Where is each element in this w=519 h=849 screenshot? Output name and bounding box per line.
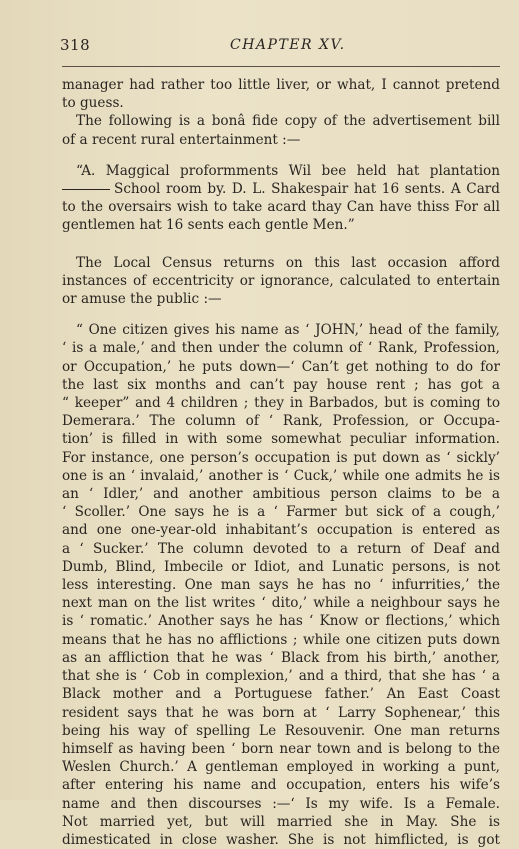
text-line: or amuse the public :— (62, 291, 222, 308)
text-line: being his way of spelling Le Resouvenir. One man returns (62, 722, 500, 739)
text-line: manager had rather too little liver, or what, I cannot pretend (62, 77, 500, 93)
text-line: Black mother and a Portuguese father.’ An East Coast (62, 686, 500, 703)
page-number: 318 (60, 36, 91, 54)
text-line: ‘ Scoller.’ One says he is a ‘ Farmer but sick of a cough,’ (62, 504, 500, 521)
text-line: The Local Census returns on this last occasion afford (76, 254, 500, 271)
text-line: “ keeper” and 4 children ; they in Barbados, but is coming to (62, 395, 500, 412)
text-line: resident says that he was born at ‘ Larry Sophenear,’ this (62, 704, 500, 721)
text-line: Weslen Church.’ A gentleman employed in working a punt, (62, 759, 500, 776)
chapter-title: CHAPTER XV. (230, 37, 346, 53)
text-line: School room by. D. L. Shakespair hat 16 sents. A Card (62, 180, 500, 198)
text-line: name and then discourses :—‘ Is my wife. Is a Female. (62, 795, 500, 812)
text-line: tion’ is filled in with some somewhat peculiar information. (62, 431, 500, 448)
paragraph-1 (62, 76, 500, 112)
text-line: himself as having been ‘ born near town and is belong to the (62, 740, 500, 757)
text-line: “A. Maggical proformments Wil bee held hat plantation (76, 162, 500, 179)
text-line: to the oversairs wish to take acard thay Can have thiss For all (62, 199, 500, 216)
text-line: as an affliction that he was ‘ Black from his birth,’ another, (62, 649, 500, 666)
text-line: is ‘ romatic.’ Another says he has ‘ Know or flections,’ which (62, 613, 500, 630)
text-line: dimesticated in close washer. She is not himflicted, is got (62, 831, 500, 848)
text-line: instances of eccentricity or ignorance, calculated to entertain (62, 272, 500, 289)
text-line: of a recent rural entertainment :— (62, 131, 301, 148)
text-line: means that he has no afflictions ; while one citizen puts down (62, 631, 500, 648)
text-line: Demerara.’ The column of ‘ Rank, Profession, or Occupa- (62, 413, 500, 430)
running-header (60, 36, 480, 60)
text-line: gentlemen hat 16 sents each gentle Men.” (62, 217, 355, 234)
text-line: that she is ‘ Cob in complexion,’ and a third, that she has ‘ a (62, 668, 500, 685)
text-line: The following is a bonâ fide copy of the advertisement bill (76, 113, 500, 130)
quoted-census-returns (62, 321, 500, 849)
text-line: or Occupation,’ he puts down—‘ Can’t get nothing to do for (62, 358, 500, 375)
blank-rule (62, 189, 110, 190)
text-line: next man on the list writes ‘ dito,’ while a neighbour says he (62, 595, 500, 612)
paragraph-2 (62, 112, 500, 148)
paragraph-census (62, 254, 500, 309)
text-line: Not married yet, but will married she in May. She is (62, 813, 500, 830)
text-line: For instance, one person’s occupation is put down as ‘ sickly’ (62, 449, 500, 466)
text-line: an ‘ Idler,’ and another ambitious person claims to be a (62, 486, 500, 503)
text-line: after entering his name and occupation, enters his wife’s (62, 777, 500, 794)
spacer (62, 308, 500, 321)
text-line: ‘ is a male,’ and then under the column of ‘ Rank, Profession, (62, 340, 500, 357)
body-text (62, 76, 500, 849)
spacer (62, 235, 500, 254)
text-line: and one one-year-old inhabitant’s occupation is entered as (62, 522, 500, 539)
text-line: “ One citizen gives his name as ‘ JOHN,’ head of the family, (76, 322, 500, 339)
text-line: the last six months and can’t pay house rent ; has got a (62, 376, 500, 393)
text-line: Dumb, Blind, Imbecile or Idiot, and Lunatic persons, is not (62, 558, 500, 575)
text-line: to guess. (62, 95, 124, 112)
text-line: one is an ‘ invalaid,’ another is ‘ Cuck,’ while one admits he is (62, 467, 500, 484)
header-rule (62, 66, 500, 67)
text-line: less interesting. One man says he has no ‘ infurrities,’ the (62, 577, 500, 594)
quoted-advertisement (62, 162, 500, 235)
spacer (62, 149, 500, 162)
text-line: a ‘ Sucker.’ The column devoted to a return of Deaf and (62, 540, 500, 557)
